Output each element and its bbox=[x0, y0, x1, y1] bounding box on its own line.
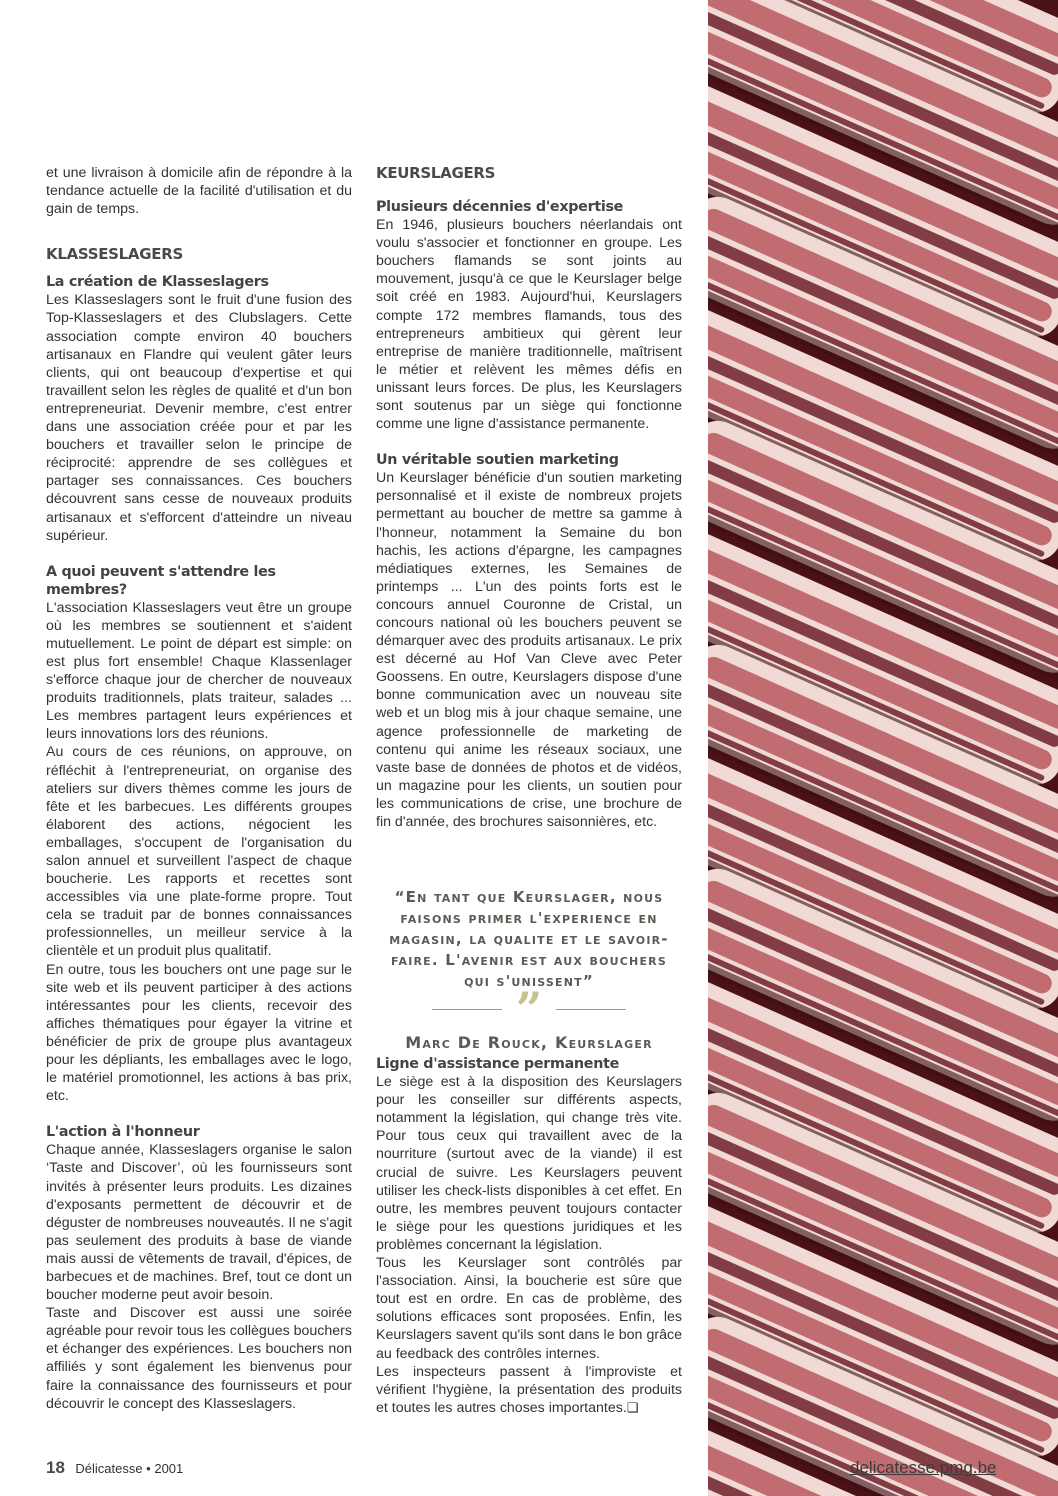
section-title-klasseslagers: KLASSESLAGERS bbox=[46, 245, 183, 264]
paragraph-expertise: En 1946, plusieurs bouchers néerlandais ont voulu s'associer et fonctionner en groupe. Les bouchers flamands se sont joints au mouvement, jusqu'à ce que le Keurslager belge soit créé en 1983. Aujourd'hui, Keurslagers compte 172 membres flamands, tous des entrepreneurs ambitieux qui gèrent leur entreprise de manière traditionnelle, maîtrisent le métier et relèvent les mêmes défis en unissant leurs forces. De plus, les Keurslagers sont soutenus par un siège qui fonctionne comme une ligne d'assistance permanente. bbox=[376, 217, 682, 433]
paragraph-members-2: Au cours de ces réunions, on approuve, on réfléchit à l'entrepreneuriat, on organise des ateliers sur divers thèmes comme les jours de fête et les barbecues. Les différents groupes élaborent des actions, négocient les emballages, s'occupent de l'organisation du salon annuel et surveillent l'aspect de chaque boucherie. Les rapports et recettes sont accessibles via une plate-forme propre. Tout cela se traduit par de bonnes connaissances professionnelles, un meilleur service à la clientèle et un produit plus qualitatif. bbox=[46, 744, 352, 960]
end-square-icon: ❑ bbox=[626, 1400, 639, 1416]
pull-quote: “En tant que Keurslager, nous faisons primer l'experience en magasin, la qualite et le savoir-faire. L'avenir est aux bouchers qui s'unissent” bbox=[389, 888, 669, 990]
subhead-marketing: Un véritable soutien marketing bbox=[376, 452, 619, 469]
paragraph-creation: Les Klasseslagers sont le fruit d'une fusion des Top-Klasseslagers et des Clubslagers. Cette association compte environ 40 bouchers artisanaux en Flandre qui veulent gâter leurs clients, qui ont beaucoup d'expertise et qui travaillent selon les règles de qualité et d'un bon entrepreneuriat. Devenir membre, c'est entrer dans une association créée pour et par les bouchers et travailler selon le principe de réciprocité: apprendre de ses collègues et partager ses connaissances. Ces bouchers découvrent sans cesse de nouveaux produits artisanaux et s'efforcent d'atteindre un niveau supérieur. bbox=[46, 292, 352, 544]
subhead-action: L'action à l'honneur bbox=[46, 1124, 200, 1141]
website-link[interactable]: delicatesse.pmg.be bbox=[850, 1458, 997, 1477]
subhead-expertise: Plusieurs décennies d'expertise bbox=[376, 199, 624, 216]
paragraph-assistance-2: Tous les Keurslager sont contrôlés par l'association. Ainsi, la boucherie est sûre que tout est en ordre. En cas de problème, des solutions efficaces sont proposées. Enfin, les Keurslagers savent qu'ils sont dans le bon grâce au feedback des contrôles internes. bbox=[376, 1255, 682, 1362]
subhead-creation: La création de Klasseslagers bbox=[46, 274, 269, 291]
paragraph-assistance-3 bbox=[376, 1363, 682, 1418]
page-number: 18 bbox=[46, 1458, 65, 1477]
paragraph-members-1: L'association Klasseslagers veut être un groupe où les membres se soutiennent et s'aident mutuellement. Le point de départ est simple: on est plus fort ensemble! Chaque Klassenlager s'efforce chaque jour de chercher de nouveaux produits traditionnels, plats traiteur, salades ... Les membres partagent leurs expériences et leurs innovations lors des réunions. bbox=[46, 599, 352, 743]
paragraph-members-3: En outre, tous les bouchers ont une page sur le site web et ils peuvent participer à des actions intéressantes pour les clients, recevoir des affiches thématiques pour égayer la vitrine et bénéficier de prix de groupe plus avantageux pour les dépliants, les emballages avec le logo, le matériel promotionnel, les actions à bas prix, etc. bbox=[46, 961, 352, 1105]
page-footer bbox=[46, 1458, 183, 1478]
intro-paragraph: et une livraison à domicile afin de répondre à la tendance actuelle de la facilité d'utilisation et du gain de temps. bbox=[46, 165, 352, 218]
pull-quote-divider bbox=[376, 982, 682, 1036]
middle-column bbox=[376, 164, 682, 1418]
paragraph-assistance-3-text: Les inspecteurs passent à l'improviste et vérifient l'hygiène, la présentation des produits et toutes les autres choses importantes. bbox=[376, 1363, 682, 1416]
divider-line-right bbox=[556, 1009, 626, 1010]
publication-name: Délicatesse • 2001 bbox=[75, 1461, 184, 1476]
paragraph-marketing: Un Keurslager bénéficie d'un soutien marketing personnalisé et il existe de nombreux projets permettant au boucher de mettre sa gamme à l'honneur, notamment la Semaine du bon hachis, les actions d'épargne, les campagnes médiatiques externes, les Semaines de printemps ... L'un des points forts est le concours annuel Couronne de Cristal, un concours national où les bouchers peuvent se démarquer avec des produits artisanaux. Le prix est décerné au Hof Van Cleve avec Peter Goossens. En outre, Keurslagers dispose d'une bonne communication avec un nouveau site web et un blog mis à jour chaque semaine, une agence professionnelle de marketing de contenu qui anime les réseaux sociaux, une vaste base de données de photos et de vidéos, un magazine pour les clients, un soutien pour les communications de crise, une brochure de fin d'année, des brochures saisonnières, etc. bbox=[376, 470, 682, 830]
paragraph-action-1: Chaque année, Klasseslagers organise le salon ‘Taste and Discover’, où les fournisseurs sont invités à présenter leurs produits. Les dizaines d'exposants permettent de découvrir et de déguster de nombreuses nouveautés. Il ne s'agit pas seulement des produits à base de viande mais aussi de vêtements de travail, d'épices, de barbecues et de machines. Bref, tout ce dont un boucher moderne peut avoir besoin. bbox=[46, 1142, 352, 1304]
section-title-keurslagers: KEURSLAGERS bbox=[376, 164, 496, 182]
left-column bbox=[46, 164, 352, 1413]
pull-quote-author: Marc De Rouck, Keurslager bbox=[405, 1033, 653, 1052]
bacon-slices-photo bbox=[708, 0, 1058, 1496]
quote-mark-icon: ” bbox=[515, 982, 543, 1036]
divider-line-left bbox=[432, 1009, 502, 1010]
subhead-assistance: Ligne d'assistance permanente bbox=[376, 1056, 620, 1073]
paragraph-action-2: Taste and Discover est aussi une soirée agréable pour revoir tous les collègues bouchers et échanger des expériences. Les bouchers non affiliés y sont également les bienvenus pour faire la connaissance des fournisseurs et pour découvrir le concept des Klasseslagers. bbox=[46, 1305, 353, 1412]
subhead-members: A quoi peuvent s'attendre les membres? bbox=[46, 563, 276, 598]
paragraph-assistance-1: Le siège est à la disposition des Keurslagers pour les conseiller sur différents aspects, notamment la législation, qui change très vite. Pour tous ceux qui travaillent avec de la nourriture (surtout avec de la viande) il est crucial de suivre. Les Keurslagers peuvent utiliser les check-lists disponibles à cet effet. En outre, les membres peuvent toujours contacter le siège pour les questions juridiques et les problèmes concernant la législation. bbox=[376, 1074, 682, 1253]
